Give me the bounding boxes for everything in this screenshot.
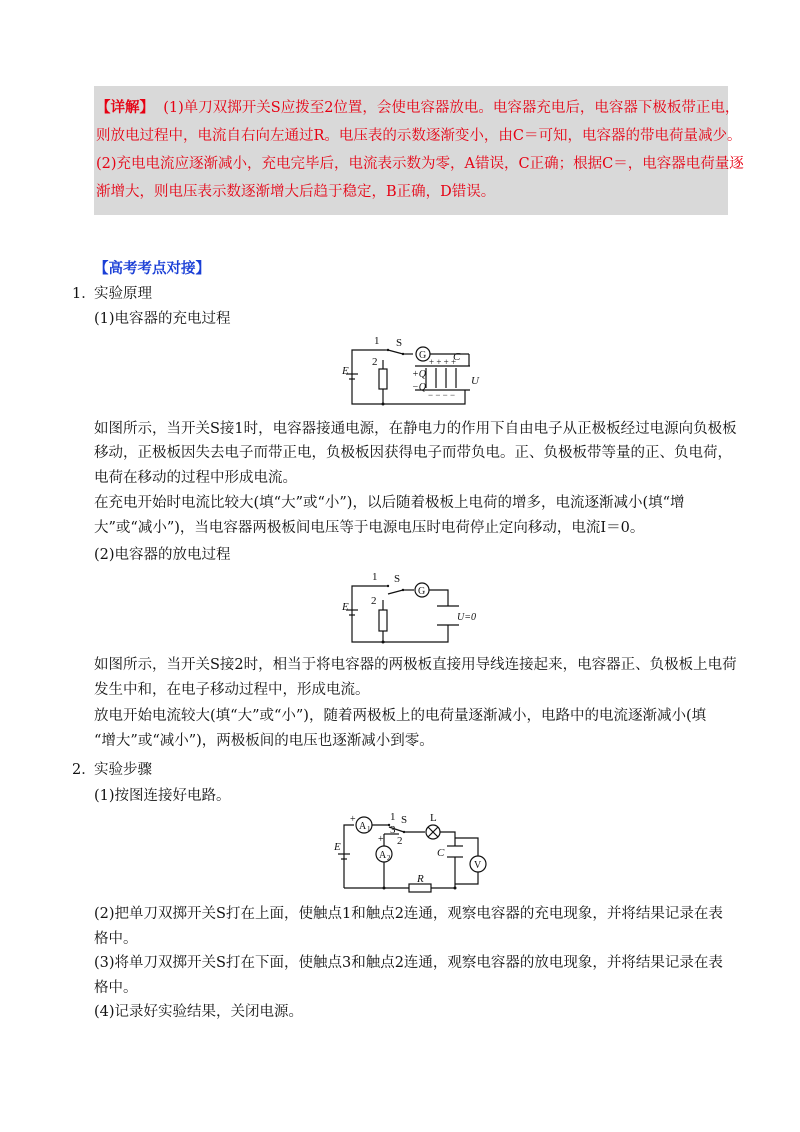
section-2-title: 实验步骤 — [94, 762, 152, 778]
fig2-galvanometer-label: G — [418, 586, 426, 597]
section-1-title: 实验原理 — [94, 286, 152, 302]
fig3-contact-3: 3 — [390, 824, 396, 836]
fig3-capacitor-label: C — [437, 847, 445, 859]
fig1-contact-1: 1 — [374, 335, 380, 347]
fig3-ammeter1-plus: + — [350, 814, 356, 825]
fig1-plus-signs: + + + + — [429, 357, 457, 367]
fig2-contact-2: 2 — [371, 595, 377, 607]
step-1: (1)按图连接好电路。 — [94, 788, 231, 804]
fig1-minus-signs: − − − − — [428, 390, 456, 400]
step-4: (4)记录好实验结果，关闭电源。 — [94, 1004, 304, 1020]
fig1-switch-label: S — [396, 337, 403, 349]
fig1-source-label: E — [342, 365, 349, 377]
explain-line-3: (2)充电电流应逐渐减小，充电完毕后，电流表示数为零，A错误，C正确；根据C＝，电容器电荷量逐 — [96, 156, 744, 172]
fig3-lamp-label: L — [430, 812, 437, 824]
fig3-source-label: E — [334, 841, 341, 853]
fig3-ammeter1-label: A — [359, 821, 367, 832]
fig1-galvanometer-label: G — [419, 350, 427, 361]
charging-circuit-figure — [340, 332, 490, 414]
experiment-circuit-figure — [333, 812, 493, 892]
step-2-line-1: (2)把单刀双掷开关S打在上面，使触点1和触点2连通，观察电容器的充电现象，并将结果记录在表 — [94, 906, 723, 922]
explain-line-4: 渐增大，则电压表示数逐渐增大后趋于稳定，B正确，D错误。 — [96, 184, 496, 200]
fig1-charge-negative: −Q — [412, 382, 426, 393]
fig1-contact-2: 2 — [372, 356, 378, 368]
charge-paragraph-line-4: 在充电开始时电流比较大(填“大”或“小”)，以后随着极板上电荷的增多，电流逐渐减小(填“增 — [94, 495, 685, 511]
step-3-line-2: 格中。 — [94, 980, 138, 996]
fig2-contact-1: 1 — [372, 571, 378, 583]
fig2-voltage-label: U=0 — [457, 612, 476, 623]
charge-paragraph-line-1: 如图所示，当开关S接1时，电容器接通电源，在静电力的作用下自由电子从正极板经过电源向负极板 — [94, 421, 737, 437]
fig3-resistor-label: R — [417, 873, 424, 885]
explain-line-2: 则放电过程中，电流自右向左通过R。电压表的示数逐渐变小，由C＝可知，电容器的带电荷量减少。 — [96, 128, 742, 144]
explanation-box — [94, 86, 744, 215]
fig2-switch-label: S — [394, 573, 401, 585]
discharge-paragraph-line-2: 发生中和，在电子移动过程中，形成电流。 — [94, 682, 370, 698]
charge-title: (1)电容器的充电过程 — [94, 311, 231, 327]
section-2-number: 2． — [72, 762, 96, 778]
fig3-voltmeter-label: V — [474, 860, 482, 871]
section-title: 【高考考点对接】 — [94, 260, 210, 277]
discharge-paragraph-line-3: 放电开始电流较大(填“大”或“小”)，随着两极板上的电荷量逐渐减小，电路中的电流逐渐减小(填 — [94, 708, 707, 724]
charge-paragraph-line-3: 电荷在移动的过程中形成电流。 — [94, 470, 297, 486]
discharge-paragraph-line-1: 如图所示，当开关S接2时，相当于将电容器的两极板直接用导线连接起来，电容器正、负极板上电荷 — [94, 657, 737, 673]
step-3-line-1: (3)将单刀双掷开关S打在下面，使触点3和触点2连通，观察电容器的放电现象，并将结果记录在表 — [94, 955, 723, 971]
section-1-number: 1． — [72, 286, 96, 302]
fig2-source-label: E — [342, 601, 349, 613]
discharge-title: (2)电容器的放电过程 — [94, 547, 231, 563]
fig3-switch-label: S — [401, 814, 408, 826]
fig1-voltage-label: U — [471, 375, 479, 387]
fig3-contact-1: 1 — [390, 811, 396, 823]
fig1-capacitor-label: C — [453, 351, 461, 363]
fig3-ammeter2-label: A — [379, 850, 387, 861]
fig1-charge-positive: +Q — [412, 369, 426, 380]
fig3-ammeter1-sub: 1 — [367, 825, 371, 833]
fig3-ammeter2-sub: 2 — [387, 854, 391, 862]
discharge-paragraph-line-4: “增大”或“减小”)，两极板间的电压也逐渐减小到零。 — [94, 733, 434, 749]
discharging-circuit-figure — [340, 568, 490, 648]
charge-paragraph-line-5: 大”或“减小”)，当电容器两极板间电压等于电源电压时电荷停止定向移动，电流I＝0。 — [94, 520, 645, 536]
fig3-ammeter2-plus: + — [378, 834, 384, 845]
charge-paragraph-line-2: 移动，正极板因失去电子而带正电，负极板因获得电子而带负电。正、负极板带等量的正、负电荷， — [94, 445, 732, 461]
fig3-contact-2: 2 — [397, 835, 403, 847]
step-2-line-2: 格中。 — [94, 931, 138, 947]
explain-label: 【详解】 — [96, 99, 154, 116]
explain-line-1: 【详解】 (1)单刀双掷开关S应拨至2位置，会使电容器放电。电容器充电后，电容器下极板带正电， — [96, 99, 740, 116]
